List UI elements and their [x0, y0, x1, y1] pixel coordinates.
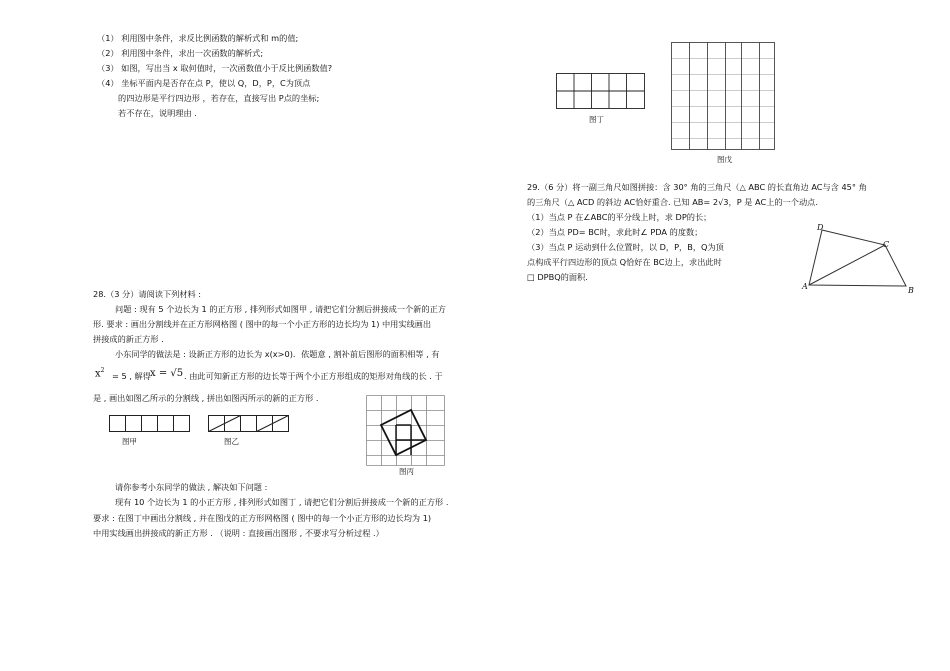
point-B-label: B [908, 286, 914, 295]
q28-method-line3: 是 , 画出如图乙所示的分割线 , 拼出如图丙所示的新的正方形 . [93, 393, 319, 403]
q28-problem-line1: 问题 : 现有 5 个边长为 1 的正方形 , 排列形式如图甲 , 请把它们分割后拼接成一个新的正方 [115, 304, 446, 314]
q28-method-line1: 小东同学的做法是 : 设新正方形的边长为 x(x>0)．依题意 , 割补前后图形的面积相等 , 有 [115, 349, 440, 359]
q29-figure [800, 222, 925, 297]
q29-part3-line2: 点构成平行四边形的顶点 Q恰好在 BC边上，求出此时 [527, 257, 722, 267]
q28-continue-line4: 中用实线画出拼接成的新正方形 . （说明 : 直接画出图形 , 不要求写分析过程 .） [93, 528, 384, 538]
point-C-label: C [883, 240, 890, 249]
figure-bing [366, 395, 446, 467]
q27-part2: （2） 利用图中条件，求出一次函数的解析式; [97, 48, 264, 58]
q28-problem-line3: 拼接成的新正方形 . [93, 334, 164, 344]
equation-part1: = 5 , 解得 [112, 371, 151, 381]
point-A-label: A [802, 282, 808, 291]
q27-part4: （4） 坐标平面内是否存在点 P，使以 Q，D，P，C为顶点 [97, 78, 311, 88]
q29-part2: （2）当点 PD= BC时，求此时∠ PDA 的度数； [527, 227, 703, 237]
figure-wu-grid [671, 42, 777, 152]
q28-continue-line3: 要求 : 在图丁中画出分割线 , 并在图戊的正方形网格图 ( 图中的每一个小正方形的边长均为 1) [93, 513, 432, 523]
q28-heading: 28.（3 分）请阅读下列材料 : [93, 289, 202, 299]
figure-wu-caption: 图戊 [717, 155, 732, 164]
figure-yi [208, 415, 290, 433]
q28-method-line2: . 由此可知新正方形的边长等于两个小正方形组成的矩形对角线的长 . 于 [184, 371, 443, 381]
equation-solution: x = √5 [150, 368, 184, 379]
q28-problem-line2: 形. 要求 : 画出分割线并在正方形网格图 ( 图中的每一个小正方形的边长均为 1) 中用实线画出 [93, 319, 432, 329]
q27-part1: （1） 利用图中条件，求反比例函数的解析式和 m的值; [97, 33, 299, 43]
figure-bing-caption: 图丙 [399, 467, 414, 476]
q28-continue-line2: 现有 10 个边长为 1 的小正方形 , 排列形式如图丁 , 请把它们分割后拼接成一个新的正方形 . [115, 497, 449, 507]
q27-part4-line3: 若不存在，说明理由 . [118, 108, 197, 118]
figure-ding-caption: 图丁 [589, 115, 604, 124]
figure-ding [556, 73, 646, 111]
q27-part3: （3） 如图，写出当 x 取何值时，一次函数值小于反比例函数值? [97, 63, 333, 73]
q29-part1: （1）当点 P 在∠ABC的平分线上时，求 DP的长； [527, 212, 712, 222]
figure-yi-caption: 图乙 [224, 437, 239, 446]
q29-line1: 29.（6 分）将一副三角尺如图拼接：含 30° 角的三角尺（△ ABC 的长直角边 AC与含 45° 角 [527, 182, 867, 192]
equation-x-squared: $x^2$ [95, 367, 105, 380]
q29-line2: 的三角尺（△ ACD 的斜边 AC恰好重合. 已知 AB= 2√3，P 是 AC上的一个动点. [527, 197, 818, 207]
q29-part3-line3: □ DPBQ的面积. [527, 272, 588, 282]
point-D-label: D [817, 223, 824, 232]
q29-part3-line1: （3）当点 P 运动到什么位置时，以 D，P，B，Q为顶 [527, 242, 724, 252]
figure-jia-caption: 图甲 [122, 437, 137, 446]
q27-part4-line2: 的四边形是平行四边形 ，若存在，直接写出 P点的坐标; [118, 93, 320, 103]
q28-continue-line1: 请你参考小东同学的做法 , 解决如下问题 : [115, 482, 268, 492]
figure-jia [109, 415, 191, 433]
